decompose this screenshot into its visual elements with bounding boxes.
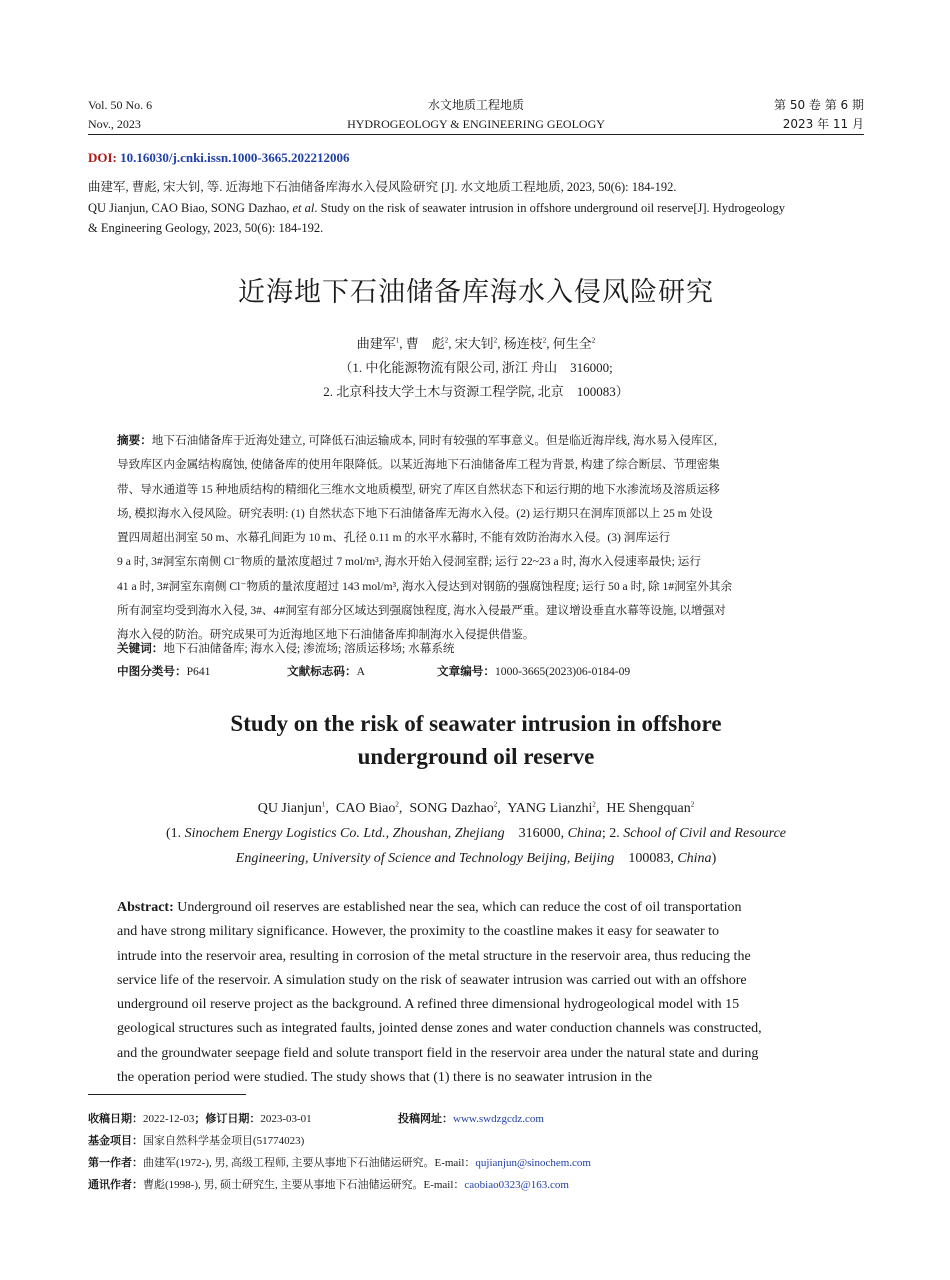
first-author-label: 第一作者： xyxy=(88,1156,143,1169)
doi-line xyxy=(88,150,349,166)
abstract-en-label: Abstract: xyxy=(117,900,174,915)
corr-author-info: 曹彪(1998-), 男, 硕士研究生, 主要从事地下石油储运研究。E-mail： xyxy=(143,1179,465,1191)
aff-en-num2: ; 2. xyxy=(601,826,624,841)
aff-en-country2: China xyxy=(677,851,712,866)
author-en: HE Shengquan xyxy=(606,801,691,816)
affiliation-en-1 xyxy=(88,822,864,846)
title-en-line2: underground oil reserve xyxy=(357,744,595,769)
article-value: 1000-3665(2023)06-0184-09 xyxy=(494,665,631,678)
abstract-en-line: and the groundwater seepage field and solute transport field in the reservoir area under the natural state and during xyxy=(117,1045,759,1061)
abstract-cn-text: 地下石油储备库于近海处建立, 可降低石油运输成本, 同时有较强的军事意义。但是临近海岸线, 海水易入侵库区, xyxy=(151,434,717,447)
revised-date: 2023-03-01 xyxy=(260,1113,312,1125)
author-cn-sup: 2 xyxy=(493,336,498,345)
title-en-line1: Study on the risk of seawater intrusion in offshore xyxy=(230,711,722,736)
authors-en: QU Jianjun$^1$, CAO Biao$^2$, SONG Dazhao$^2$, YANG Lianzhi$^2$, HE Shengquan$^2$ xyxy=(257,800,695,816)
author-en-sup: 2 xyxy=(690,800,695,809)
author-cn: 何生全 xyxy=(552,336,592,351)
doc-label: 文献标志码： xyxy=(287,664,357,678)
author-cn-sup: 2 xyxy=(444,336,449,345)
author-en: QU Jianjun xyxy=(257,801,322,816)
header-rule xyxy=(88,134,864,135)
submit-url-link[interactable]: www.swdzgcdz.com xyxy=(453,1113,544,1125)
header-volume-cn: 第 50 卷 第 6 期 xyxy=(774,98,864,112)
header-journal-cn: 水文地质工程地质 xyxy=(427,98,524,112)
footnote-corresponding-author xyxy=(88,1178,569,1192)
header-date-en: Nov., 2023 xyxy=(88,117,141,131)
revised-label: ；修订日期： xyxy=(194,1112,261,1125)
footnote-rule xyxy=(88,1094,246,1095)
author-cn: 曲建军 xyxy=(356,336,396,351)
abstract-cn-line: 9 a 时, 3#洞室东南侧 Cl⁻物质的量浓度超过 7 mol/m³, 海水开始入侵洞室群; 运行 22~23 a 时, 海水入侵速率最快; 运行 xyxy=(117,555,701,569)
author-en-sup: 2 xyxy=(395,800,399,809)
citation-en-line1 xyxy=(88,199,868,218)
footnote-dates xyxy=(88,1112,312,1126)
header-volume-en: Vol. 50 No. 6 xyxy=(88,98,153,112)
author-cn: 曹 彪 xyxy=(405,336,445,351)
footnote-fund xyxy=(88,1134,304,1148)
abstract-en xyxy=(117,896,833,1090)
abstract-en-line: geological structures such as integrated faults, jointed dense zones and water conduction channels was constructed, xyxy=(117,1021,762,1037)
abstract-cn-line: 41 a 时, 3#洞室东南侧 Cl⁻物质的量浓度超过 143 mol/m³, 海水入侵达到对钢筋的强腐蚀程度; 运行 50 a 时, 除 1#洞室外其余 xyxy=(117,579,733,593)
title-cn: 近海地下石油储备库海水入侵风险研究 xyxy=(238,277,714,308)
keywords-cn xyxy=(117,640,455,656)
doc-value: A xyxy=(356,665,365,678)
header-journal-en: HYDROGEOLOGY & ENGINEERING GEOLOGY xyxy=(347,117,605,131)
clc-value: P641 xyxy=(186,665,211,678)
aff-en-close: ) xyxy=(711,851,717,866)
keywords-label: 关键词： xyxy=(117,641,164,655)
aff-en-num: (1. xyxy=(165,826,185,841)
abstract-cn-line: 海水入侵的防治。研究成果可为近海地区地下石油储备库抑制海水入侵提供借鉴。 xyxy=(117,628,535,642)
citation-en-authors: QU Jianjun, CAO Biao, SONG Dazhao, xyxy=(88,201,293,215)
abstract-en-line: and have strong military significance. However, the proximity to the coastline makes it easy for seawater to xyxy=(117,924,720,940)
first-author-info: 曲建军(1972-), 男, 高级工程师, 主要从事地下石油储运研究。E-mail： xyxy=(143,1157,476,1169)
author-cn: 宋大钊 xyxy=(454,336,494,351)
doi-link[interactable]: 10.16030/j.cnki.issn.1000-3665.202212006 xyxy=(120,150,350,165)
abstract-cn-line: 场, 模拟海水入侵风险。研究表明: (1) 自然状态下地下石油储备库无海水入侵。(2) 运行期只在洞库顶部以上 25 m 处设 xyxy=(117,506,713,520)
corr-author-label: 通讯作者： xyxy=(88,1178,143,1191)
author-cn: 杨连枝 xyxy=(503,336,543,351)
citation-en-etal: et al xyxy=(292,201,315,215)
citation-en-line2: & Engineering Geology, 2023, 50(6): 184-192. xyxy=(88,221,324,235)
aff-en-org2b: Engineering, University of Science and Technology Beijing, Beijing xyxy=(235,851,615,866)
abstract-en-text: Underground oil reserves are established near the sea, which can reduce the cost of oil transportation xyxy=(173,900,742,915)
author-en: YANG Lianzhi xyxy=(507,801,593,816)
affiliation-en-2 xyxy=(88,847,864,871)
footnote-first-author xyxy=(88,1156,591,1170)
doi-label: DOI: xyxy=(88,150,117,165)
abstract-cn-line: 所有洞室均受到海水入侵, 3#、4#洞室有部分区域达到强腐蚀程度, 海水入侵最严重。建议增设垂直水幕等设施, 以增强对 xyxy=(117,604,726,618)
abstract-cn-line xyxy=(117,428,835,453)
aff-en-code1: 316000, xyxy=(504,826,568,841)
received-date: 2022-12-03 xyxy=(143,1113,195,1125)
abstract-cn-line: 置四周超出洞室 50 m、水幕孔间距为 10 m、孔径 0.11 m 的水平水幕时, 不能有效防治海水入侵。(3) 洞库运行 xyxy=(117,531,671,545)
doc-code xyxy=(287,663,365,679)
author-cn-sup: 2 xyxy=(591,336,596,345)
aff-en-country1: China xyxy=(567,826,602,841)
submit-label: 投稿网址： xyxy=(398,1112,453,1125)
abstract-cn-line: 导致库区内金属结构腐蚀, 使储备库的使用年限降低。以某近海地下石油储备库工程为背景, 构建了综合断层、节理密集 xyxy=(117,458,720,472)
author-en: CAO Biao xyxy=(335,801,396,816)
authors-cn: 曲建军$^1$, 曹 彪$^2$, 宋大钊$^2$, 杨连枝$^2$, 何生全$^2$ xyxy=(356,336,596,351)
article-number xyxy=(437,663,630,679)
aff-en-org2a: School of Civil and Resource xyxy=(623,826,787,841)
abstract-en-line xyxy=(117,896,833,920)
footnote-submit xyxy=(398,1112,544,1126)
aff-en-org1: Sinochem Energy Logistics Co. Ltd., Zhoushan, Zhejiang xyxy=(184,826,505,841)
article-label: 文章编号： xyxy=(437,664,495,678)
author-en-sup: 1 xyxy=(321,800,326,809)
author-en-sup: 2 xyxy=(592,800,596,809)
corr-author-email-link[interactable]: caobiao0323@163.com xyxy=(464,1179,569,1191)
citation-en-rest: . Study on the risk of seawater intrusion in offshore underground oil reserve[J]. Hydrogeology xyxy=(314,201,785,215)
abstract-en-line: the operation period were studied. The study shows that (1) there is no seawater intrusion in the xyxy=(117,1070,653,1086)
classification-line xyxy=(117,663,210,679)
author-en-sup: 2 xyxy=(493,800,498,809)
keywords-value: 地下石油储备库; 海水入侵; 渗流场; 溶质运移场; 水幕系统 xyxy=(163,642,455,655)
aff-en-code2: 100083, xyxy=(614,851,678,866)
abstract-en-line: service life of the reservoir. A simulation study on the risk of seawater intrusion was carried out with an offshore xyxy=(117,972,747,988)
author-cn-sup: 1 xyxy=(395,336,400,345)
affiliation-cn-2: 2. 北京科技大学土木与资源工程学院, 北京 100083） xyxy=(323,384,629,399)
author-en: SONG Dazhao xyxy=(409,801,494,816)
fund-value: 国家自然科学基金项目(51774023) xyxy=(143,1135,305,1147)
affiliation-cn-1: （1. 中化能源物流有限公司, 浙江 舟山 316000; xyxy=(339,360,613,375)
header-date-cn: 2023 年 11 月 xyxy=(782,117,864,131)
abstract-en-line: intrude into the reservoir area, resulting in corrosion of the metal structure in the reservoir area, thus reducing the xyxy=(117,948,751,964)
abstract-cn-line: 带、导水通道等 15 种地质结构的精细化三维水文地质模型, 研究了库区自然状态下和运行期的地下水渗流场及溶质运移 xyxy=(117,482,720,496)
received-label: 收稿日期： xyxy=(88,1112,143,1125)
abstract-cn xyxy=(117,428,835,648)
fund-label: 基金项目： xyxy=(88,1134,143,1147)
citation-cn: 曲建军, 曹彪, 宋大钊, 等. 近海地下石油储备库海水入侵风险研究 [J]. 水文地质工程地质, 2023, 50(6): 184-192. xyxy=(88,180,677,194)
abstract-cn-label: 摘要： xyxy=(117,433,152,447)
first-author-email-link[interactable]: qujianjun@sinochem.com xyxy=(475,1157,591,1169)
author-cn-sup: 2 xyxy=(542,336,547,345)
clc-label: 中图分类号： xyxy=(117,664,187,678)
abstract-en-line: underground oil reserve project as the background. A refined three dimensional hydrogeological model with 15 xyxy=(117,997,740,1013)
